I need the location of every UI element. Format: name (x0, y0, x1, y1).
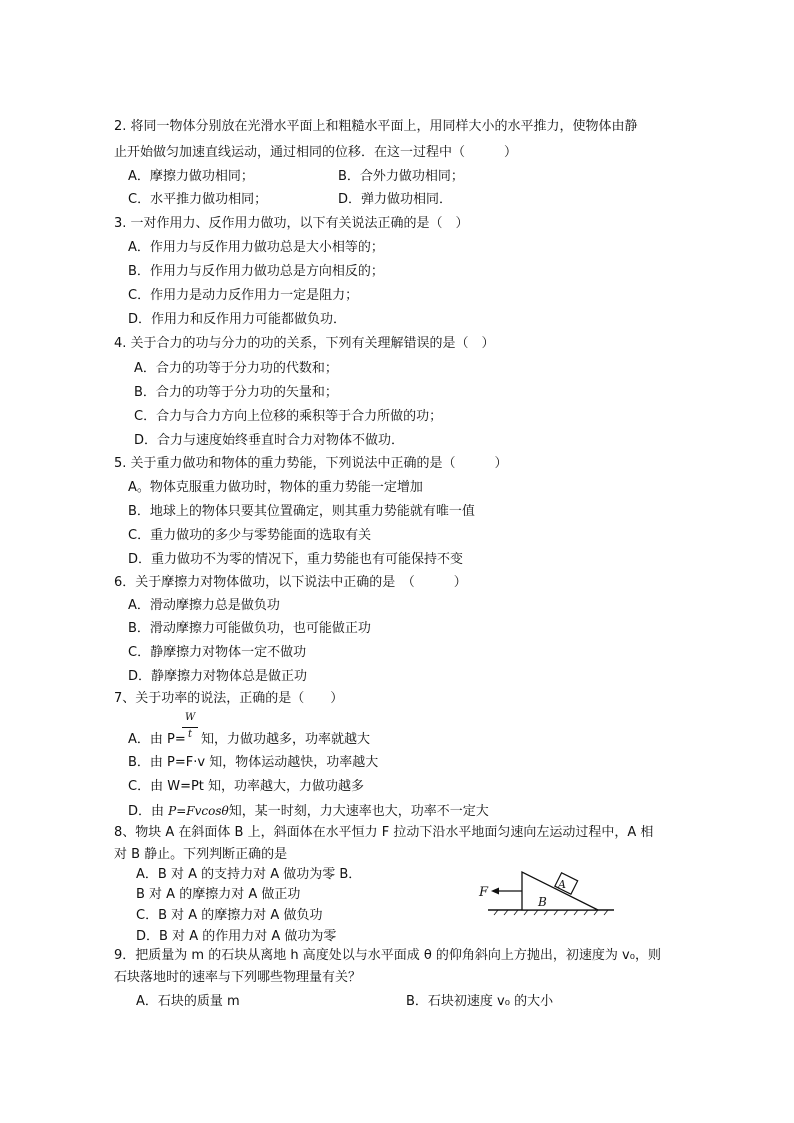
q3-stem: 3. 一对作用力、反作用力做功，以下有关说法正确的是（ ） (114, 216, 469, 231)
q5-stem: 5. 关于重力做功和物体的重力势能，下列说法中正确的是（ ） (114, 456, 508, 471)
q2-stem-line1: 2. 将同一物体分别放在光滑水平面上和粗糙水平面上，用同样大小的水平推力，使物体由静 (114, 119, 638, 134)
q6-option-d: D．静摩擦力对物体总是做正功 (128, 669, 308, 684)
q8-option-d: D．B 对 A 的作用力对 A 做功为零 (136, 929, 337, 944)
q6-stem: 6．关于摩擦力对物体做功，以下说法中正确的是 （ ） (114, 575, 467, 590)
q7-option-c: C．由 W=Pt 知，功率越大，力做功越多 (128, 779, 365, 794)
q9-stem-line2: 石块落地时的速率与下列哪些物理量有关？ (114, 970, 362, 985)
q9-option-a: A．石块的质量 m (136, 994, 240, 1009)
q4-option-a: A．合力的功等于分力功的代数和； (134, 361, 338, 376)
q3-option-c: C．作用力是动力反作用力一定是阻力； (128, 288, 359, 303)
q9-option-b: B．石块初速度 v₀ 的大小 (406, 994, 554, 1009)
q7-stem: 7、关于功率的说法，正确的是（ ） (114, 691, 344, 706)
ground-hatch (494, 910, 608, 915)
q8-stem-line1: 8、物块 A 在斜面体 B 上，斜面体在水平恒力 F 拉动下沿水平地面匀速向左运动过程中，A 相 (114, 825, 654, 840)
q3-option-d: D．作用力和反作用力可能都做负功． (128, 312, 347, 327)
q3-option-b: B．作用力与反作用力做功总是方向相反的； (128, 264, 384, 279)
q7-option-d-prefix: D．由 (128, 804, 169, 819)
q7-option-d-formula: P=Fvcosθ (168, 804, 229, 818)
q6-option-c: C．静摩擦力对物体一定不做功 (128, 645, 307, 660)
q3-option-a: A．作用力与反作用力做功总是大小相等的； (128, 240, 384, 255)
q5-option-c: C．重力做功的多少与零势能面的选取有关 (128, 528, 372, 543)
label-a: A (558, 878, 566, 891)
q2-option-d: D．弹力做功相同． (338, 192, 453, 207)
q6-option-a: A．滑动摩擦力总是做负功 (128, 598, 280, 613)
q9-stem-line1: 9．把质量为 m 的石块从离地 h 高度处以与水平面成 θ 的仰角斜向上方抛出，初速度为 v₀，则 (114, 948, 661, 963)
q8-option-b: B 对 A 的摩擦力对 A 做正功 (136, 887, 301, 902)
q8-option-c: C．B 对 A 的摩擦力对 A 做负功 (136, 908, 323, 923)
q4-option-d: D．合力与速度始终垂直时合力对物体不做功． (134, 433, 405, 448)
q7-option-d (128, 802, 489, 821)
q8-incline-diagram (474, 866, 614, 918)
force-arrow-head (491, 888, 499, 895)
q7-option-a-prefix: A．由 P= (128, 732, 186, 747)
q8-option-a: A．B 对 A 的支持力对 A 做功为零 B． (136, 867, 362, 882)
q4-stem: 4. 关于合力的功与分力的功的关系，下列有关理解错误的是（ ） (114, 336, 495, 351)
q2-option-b: B．合外力做功相同； (338, 169, 464, 184)
q7-option-a-suffix: 知，力做功越多，功率就越大 (201, 732, 371, 747)
label-b: B (538, 895, 547, 909)
q5-option-a: A。物体克服重力做功时，物体的重力势能一定增加 (128, 480, 423, 495)
q7-fraction-numerator: W (185, 712, 196, 723)
q6-option-b: B．滑动摩擦力可能做负功，也可能做正功 (128, 621, 371, 636)
q2-stem-line2: 止开始做匀加速直线运动，通过相同的位移．在这一过程中（ ） (114, 145, 518, 160)
q5-option-d: D．重力做功不为零的情况下，重力势能也有可能保持不变 (128, 552, 464, 567)
q7-option-b: B．由 P=F·v 知，物体运动越快，功率越大 (128, 755, 379, 770)
q4-option-c: C．合力与合力方向上位移的乘积等于合力所做的功； (134, 409, 443, 424)
q7-fraction-denominator: t (188, 729, 193, 740)
q4-option-b: B．合力的功等于分力功的矢量和； (134, 385, 338, 400)
q2-option-a: A．摩擦力做功相同； (128, 169, 254, 184)
q5-option-b: B．地球上的物体只要其位置确定，则其重力势能就有唯一值 (128, 504, 475, 519)
q7-option-d-suffix: 知，某一时刻，力大速率也大，功率不一定大 (228, 804, 489, 819)
label-f: F (479, 885, 489, 900)
q8-incline-figure (474, 866, 614, 918)
q7-fraction-bar (182, 727, 198, 728)
q8-stem-line2: 对 B 静止。下列判断正确的是 (114, 847, 288, 862)
q2-option-c: C．水平推力做功相同； (128, 192, 268, 207)
